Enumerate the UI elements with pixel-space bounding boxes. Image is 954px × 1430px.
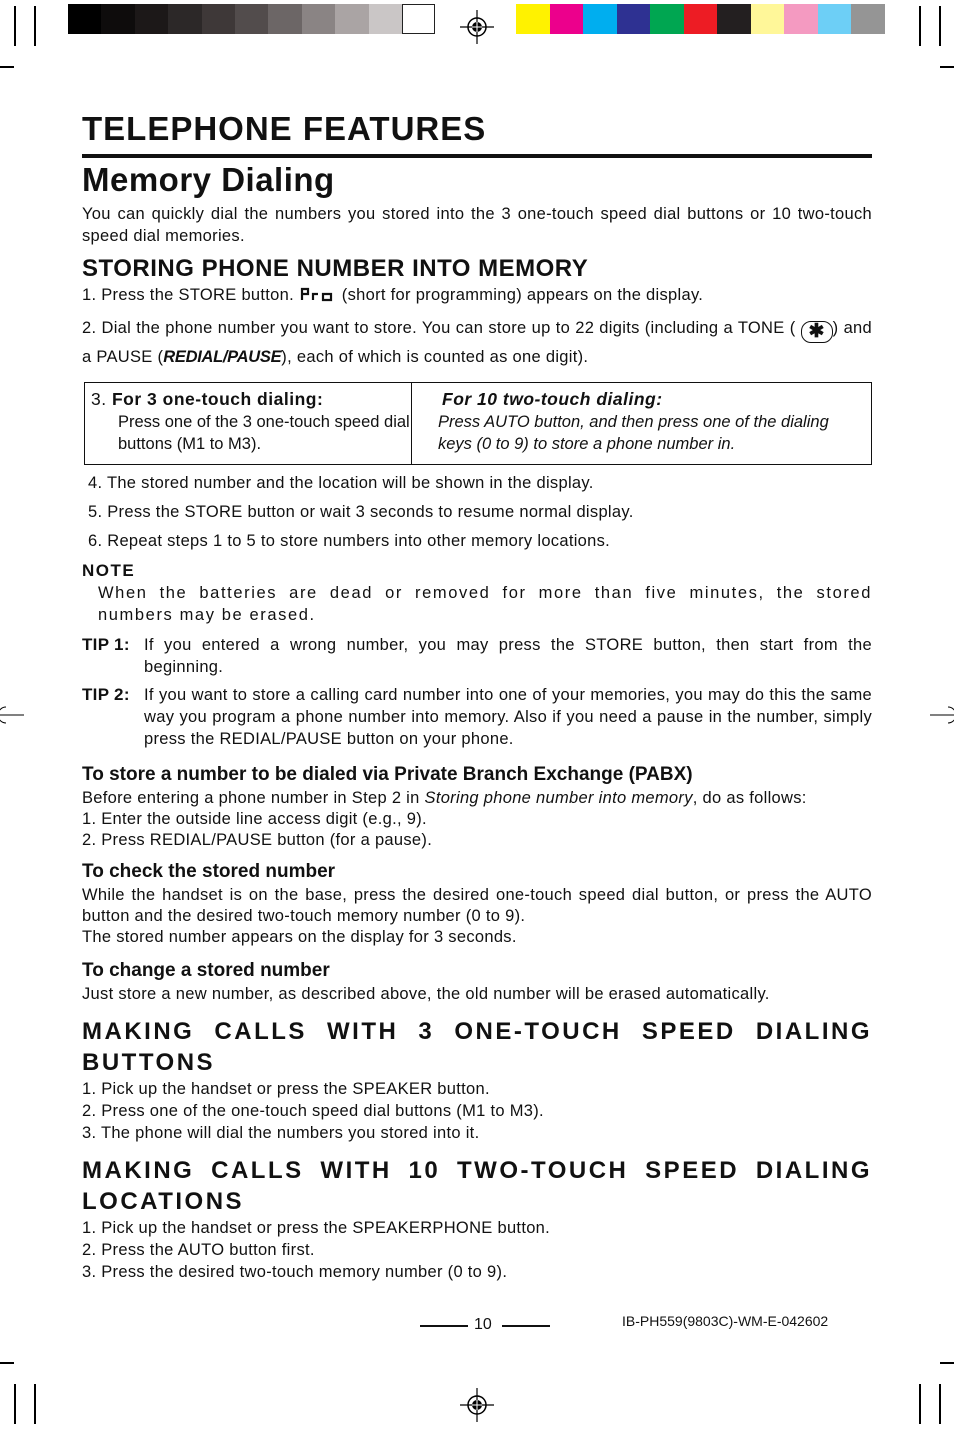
note-label: NOTE [82,561,136,580]
page-number-rule-right [502,1325,550,1327]
dialing-options-table [84,382,872,465]
color-swatch [302,4,335,34]
title-rule [82,154,872,158]
color-swatch [68,4,101,34]
one-touch-step-2: 2. Press one of the one-touch speed dial buttons (M1 to M3). [82,1102,544,1120]
section-title: Memory Dialing [82,161,335,198]
intro-text: You can quickly dial the numbers you stored into the 3 one-touch speed dial buttons or 10 two-touch speed dial memories. [82,205,872,245]
color-swatch [751,4,785,34]
storing-step-4: 4. The stored number and the location will be shown in the display. [88,474,594,492]
crop-mark [939,1384,941,1424]
crop-mark [34,1384,36,1424]
two-touch-step-1: 1. Pick up the handset or press the SPEAKERPHONE button. [82,1219,551,1237]
page-title: TELEPHONE FEATURES [82,110,487,147]
note-text: When the batteries are dead or removed for more than five minutes, the stored numbers may be erased. [98,584,872,624]
storing-step-6: 6. Repeat steps 1 to 5 to store numbers into other memory locations. [88,532,611,550]
two-touch-step-3: 3. Press the desired two-touch memory number (0 to 9). [82,1263,508,1281]
color-swatch [650,4,684,34]
page-number: 10 [420,1316,550,1336]
color-swatch [516,4,550,34]
check-text: While the handset is on the base, press the desired one-touch speed dial button, or press the AUTO button and the desired two-touch memory number (0 to 9). [82,886,872,925]
two-touch-step-2: 2. Press the AUTO button first. [82,1241,315,1259]
color-swatch [583,4,617,34]
change-text: Just store a new number, as described above, the old number will be erased automatically. [82,985,770,1003]
color-swatch [135,4,168,34]
check-heading: To check the stored number [82,861,336,882]
page-number-rule-left [420,1325,468,1327]
pabx-intro: Before entering a phone number in Step 2 in Storing phone number into memory, do as follows: [82,789,807,807]
crop-mark [940,66,954,68]
color-swatch [550,4,584,34]
registration-mark-icon [460,10,494,44]
color-swatch [402,4,435,34]
tone-key-icon: ✱ [801,321,833,343]
pro-display-icon [299,286,337,302]
color-swatch [369,4,402,34]
pabx-step-1: 1. Enter the outside line access digit (e.g., 9). [82,810,427,828]
color-swatch [168,4,201,34]
crop-mark [919,6,921,46]
crop-mark [34,6,36,46]
color-swatch [851,4,885,34]
two-touch-cell: For 10 two-touch dialing: Press AUTO button, and then press one of the dialing keys (0 to 9) to store a phone number in. [438,389,829,453]
one-touch-step-3: 3. The phone will dial the numbers you stored into it. [82,1124,480,1142]
page-content [82,108,872,1283]
storing-step-5: 5. Press the STORE button or wait 3 seconds to resume normal display. [88,503,634,521]
two-touch-heading: MAKING CALLS WITH 10 TWO-TOUCH SPEED DIALING LOCATIONS [82,1157,872,1215]
color-swatch [684,4,718,34]
crop-mark [939,6,941,46]
color-swatch [202,4,235,34]
pabx-step-2: 2. Press REDIAL/PAUSE button (for a pause). [82,831,433,849]
color-swatch [335,4,368,34]
color-swatch [617,4,651,34]
one-touch-heading: MAKING CALLS WITH 3 ONE-TOUCH SPEED DIALING BUTTONS [82,1018,872,1076]
one-touch-cell: 3. For 3 one-touch dialing: Press one of the 3 one-touch speed dial buttons (M1 to M3). [85,383,412,464]
one-touch-step-1: 1. Pick up the handset or press the SPEAKER button. [82,1080,490,1098]
color-swatch [101,4,134,34]
pabx-heading: To store a number to be dialed via Private Branch Exchange (PABX) [82,764,693,785]
storing-step-2: 2. Dial the phone number you want to store. You can store up to 22 digits (including a TONE ( ✱ ) and a PAUSE (REDIAL/PAUSE), each of which is counted as one digit). [82,319,872,366]
side-registration-mark-icon [930,698,954,732]
crop-mark [14,6,16,46]
color-swatch [268,4,301,34]
tip-2: TIP 2: If you want to store a calling card number into one of your memories, you may do this the same way you program a phone number into memory. Also if you need a pause in the number, simply press the REDIAL/PAUSE button on your phone. [82,685,872,748]
tip-1: TIP 1: If you entered a wrong number, you may press the STORE button, then start from the beginning. [82,635,872,676]
document-id: IB-PH559(9803C)-WM-E-042602 [622,1313,829,1329]
storing-step-1: 1. Press the STORE button. (short for programming) appears on the display. [82,286,704,304]
registration-mark-icon [460,1388,494,1422]
crop-mark [14,1384,16,1424]
crop-mark [0,66,14,68]
color-swatch [784,4,818,34]
check-text-2: The stored number appears on the display for 3 seconds. [82,928,517,946]
storing-heading: STORING PHONE NUMBER INTO MEMORY [82,255,589,282]
crop-mark [919,1384,921,1424]
crop-mark [940,1362,954,1364]
change-heading: To change a stored number [82,960,330,981]
side-registration-mark-icon [0,698,24,732]
color-swatch [717,4,751,34]
crop-mark [0,1362,14,1364]
color-swatch [818,4,852,34]
color-swatch [235,4,268,34]
